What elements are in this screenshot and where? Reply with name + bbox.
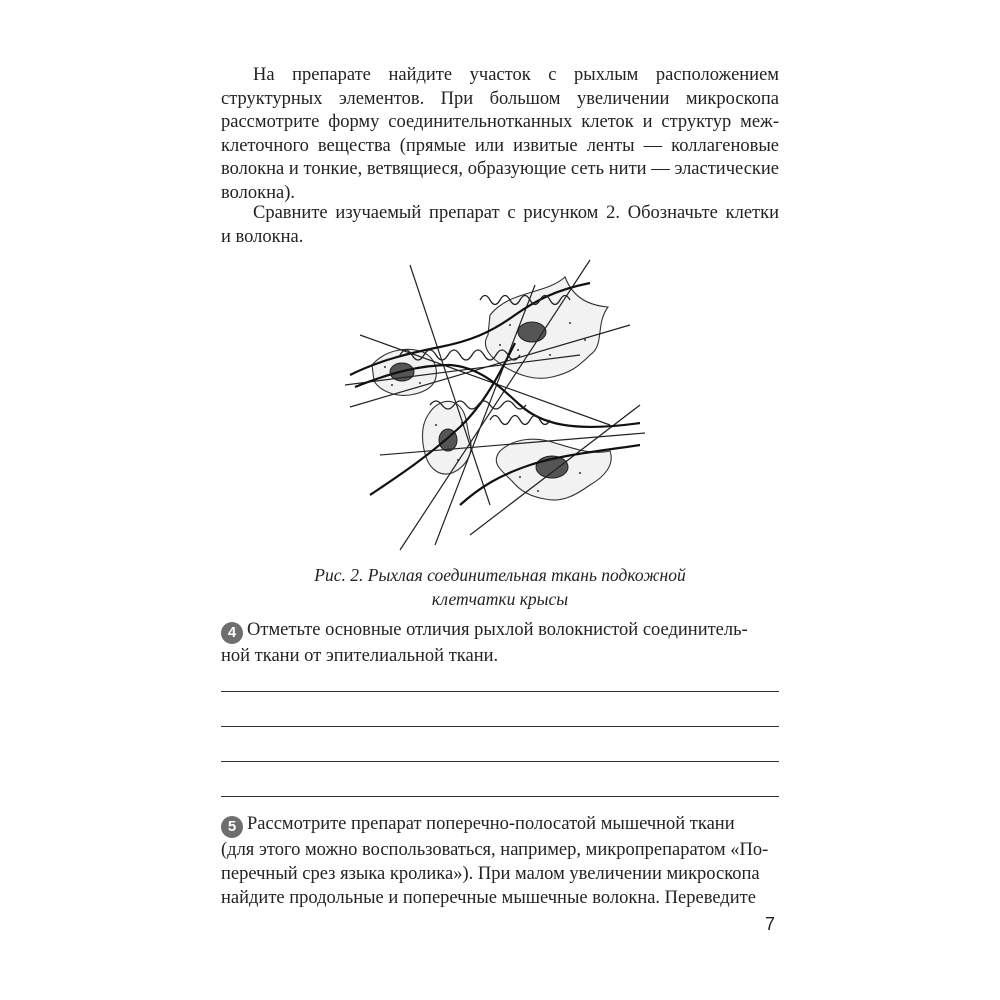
answer-line[interactable] xyxy=(221,691,779,692)
straight-fibers xyxy=(345,260,645,550)
paragraph-1 xyxy=(221,64,779,205)
connective-tissue-illustration xyxy=(340,255,660,555)
task-line xyxy=(221,618,779,644)
nucleus-icon xyxy=(518,322,546,342)
caption-line: клетчатки крысы xyxy=(431,589,569,609)
task-line: (для этого можно воспользоваться, например, микропрепаратом «По- xyxy=(221,840,769,860)
answer-line[interactable] xyxy=(221,726,779,727)
task-5 xyxy=(221,812,779,910)
answer-line[interactable] xyxy=(221,796,779,797)
paragraph-line: и волокна. xyxy=(221,226,304,247)
task-line: найдите продольные и поперечные мышечные волокна. Переведите xyxy=(221,888,756,908)
paragraph-line: клеточного вещества (прямые или извитые ленты — коллагеновые xyxy=(221,135,779,156)
task-text: Рассмотрите препарат поперечно-полосатой мышечной ткани xyxy=(247,814,735,834)
paragraph-line: Сравните изучаемый препарат с рисунком 2. Обозначьте клетки xyxy=(253,203,779,223)
paragraph-line: волокна и тонкие, ветвящиеся, образующие сеть нити — эластические xyxy=(221,159,779,179)
task-number-badge: 5 xyxy=(221,816,243,838)
task-line: ной ткани от эпителиальной ткани. xyxy=(221,646,499,666)
paragraph-2 xyxy=(221,202,779,249)
task-text: Отметьте основные отличия рыхлой волокнистой соединитель- xyxy=(247,620,748,640)
task-number-badge: 4 xyxy=(221,622,243,644)
page-number: 7 xyxy=(765,914,776,934)
paragraph-line: структурных элементов. При большом увеличении микроскопа xyxy=(221,88,779,109)
paragraph-line: рассмотрите форму соединительнотканных клеток и структур меж- xyxy=(221,112,779,132)
caption-line: Рис. 2. Рыхлая соединительная ткань подкожной xyxy=(314,565,686,585)
figure-caption xyxy=(221,563,779,611)
paragraph-line: волокна). xyxy=(221,182,295,203)
task-line: перечный срез языка кролика»). При малом увеличении микроскопа xyxy=(221,864,760,884)
task-line xyxy=(221,812,779,838)
paragraph-line: На препарате найдите участок с рыхлым расположением xyxy=(253,65,779,85)
task-4 xyxy=(221,618,779,668)
answer-line[interactable] xyxy=(221,761,779,762)
